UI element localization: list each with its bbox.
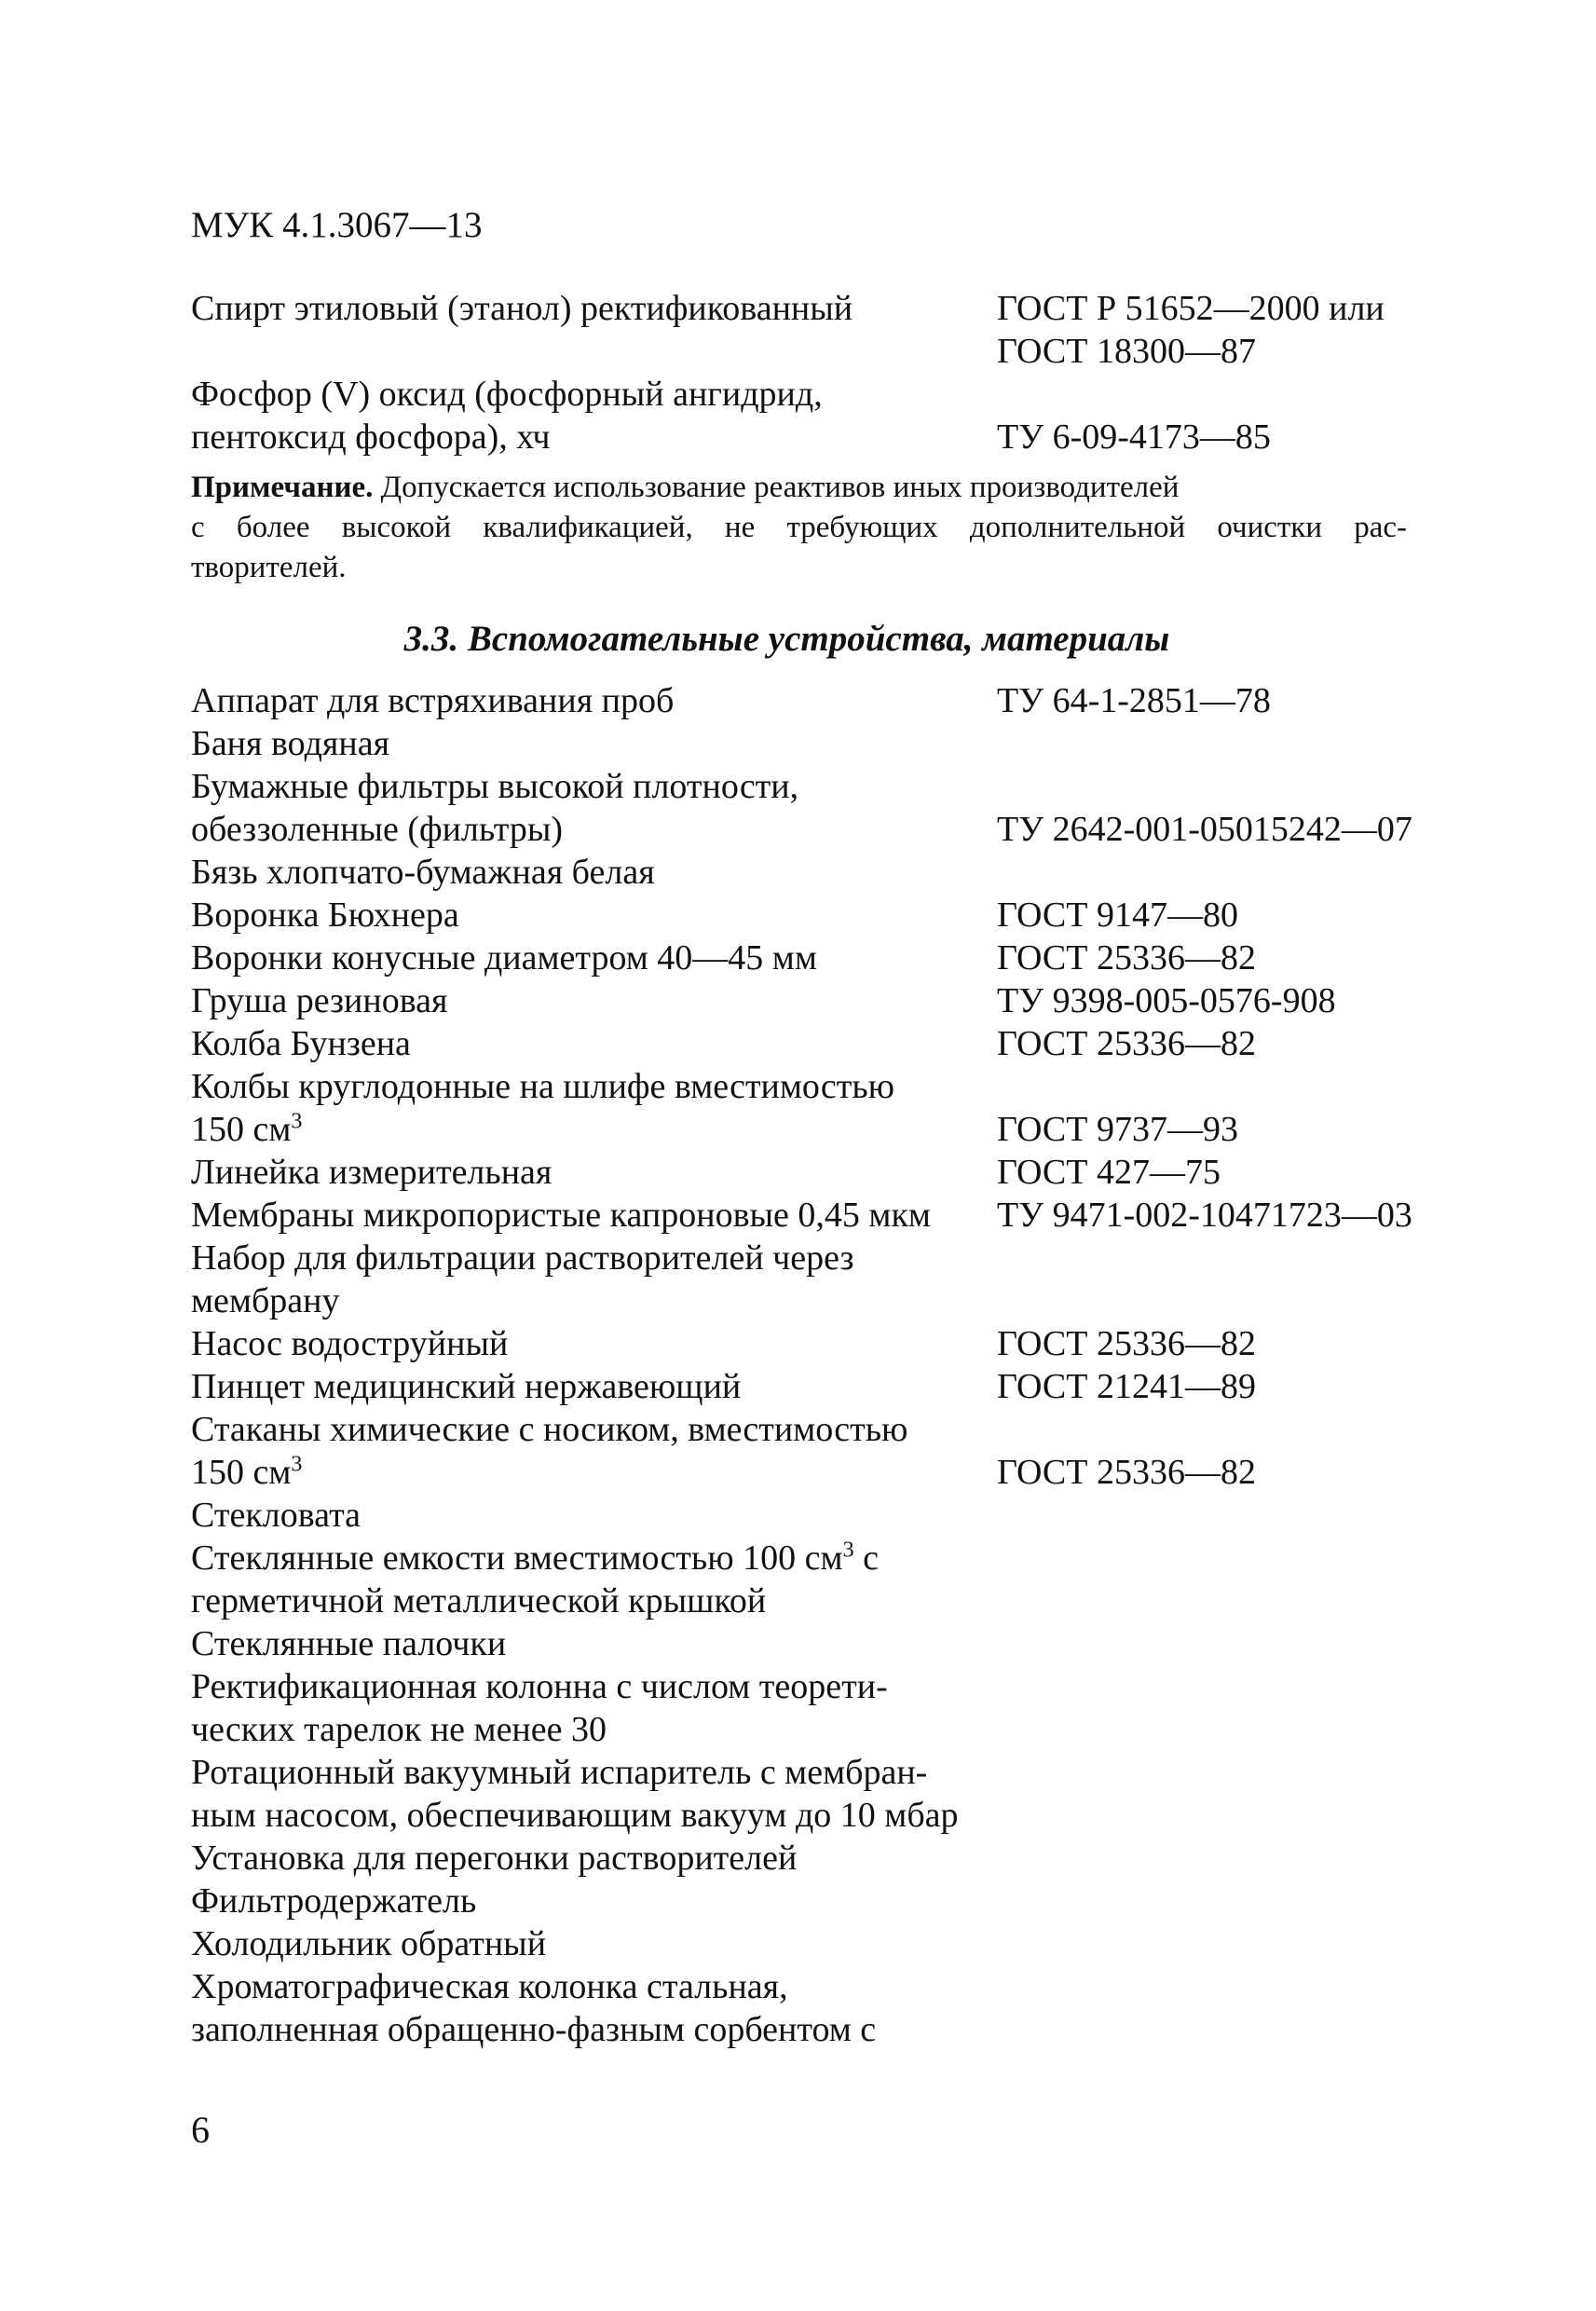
equipment-row xyxy=(191,1622,1495,1665)
unit-exponent: 3 xyxy=(291,1109,303,1134)
note-line-1 xyxy=(191,468,1407,508)
item-standard-ref: ГОСТ 9737—93 xyxy=(997,1110,1238,1149)
item-name-text: Фосфор (V) оксид (фосфорный ангидрид, xyxy=(191,375,823,414)
item-name xyxy=(191,373,823,416)
reagents-row xyxy=(191,416,1495,458)
item-name xyxy=(191,937,817,979)
reagents-row xyxy=(191,330,1495,373)
equipment-row xyxy=(191,1365,1495,1408)
item-name-text: Стеклянные емкости вместимостью 100 см xyxy=(191,1538,843,1578)
item-name-text: ным насосом, обеспечивающим вакуум до 10 мбар xyxy=(191,1796,959,1835)
equipment-row xyxy=(191,1065,1495,1108)
item-name-text: Мембраны микропористые капроновые 0,45 мкм xyxy=(191,1196,931,1235)
equipment-row xyxy=(191,1022,1495,1065)
equipment-row xyxy=(191,1537,1495,1579)
note-line-1-text: Допускается использование реактивов иных производителей xyxy=(373,471,1180,504)
item-name xyxy=(191,851,655,894)
item-name xyxy=(191,1665,888,1708)
item-name-text: Бязь хлопчато-бумажная белая xyxy=(191,853,655,892)
equipment-row xyxy=(191,1494,1495,1537)
item-name-text: Воронки конусные диаметром 40—45 мм xyxy=(191,938,817,978)
item-name xyxy=(191,1922,546,1965)
item-name-text: Холодильник обратный xyxy=(191,1924,547,1963)
unit-exponent: 3 xyxy=(842,1538,854,1563)
equipment-row xyxy=(191,1837,1495,1880)
item-name-text: Установка для перегонки растворителей xyxy=(191,1839,798,1878)
item-name-text: мембрану xyxy=(191,1281,340,1320)
item-name-text: Линейка измерительная xyxy=(191,1153,552,1192)
note-line-3: творителей. xyxy=(191,551,347,584)
item-standard-ref: ТУ 9471-002-10471723—03 xyxy=(997,1196,1412,1235)
item-name-text: Воронка Бюхнера xyxy=(191,896,459,935)
reagents-row xyxy=(191,373,1495,416)
note-paragraph xyxy=(191,468,1407,588)
item-name xyxy=(191,1537,879,1579)
item-name xyxy=(191,722,389,765)
item-name xyxy=(191,1837,797,1880)
equipment-row xyxy=(191,851,1495,894)
item-standard-ref: ГОСТ 21241—89 xyxy=(997,1367,1256,1406)
item-name-text: Баня водяная xyxy=(191,724,390,763)
item-name xyxy=(191,1622,506,1665)
equipment-row xyxy=(191,765,1495,808)
equipment-row xyxy=(191,1794,1495,1837)
equipment-row xyxy=(191,1322,1495,1365)
item-name-text: ческих тарелок не менее 30 xyxy=(191,1710,607,1749)
item-name xyxy=(191,1708,607,1751)
equipment-row xyxy=(191,1151,1495,1194)
item-standard-ref: ГОСТ Р 51652—2000 или xyxy=(997,289,1385,328)
item-name xyxy=(191,2008,876,2051)
item-standard-ref: ГОСТ 25336—82 xyxy=(997,938,1256,978)
equipment-row xyxy=(191,1708,1495,1751)
item-standard-ref: ГОСТ 25336—82 xyxy=(997,1453,1256,1492)
item-name-text: Набор для фильтрации растворителей через xyxy=(191,1238,854,1278)
item-name xyxy=(191,1065,894,1108)
item-name-text: Колбы круглодонные на шлифе вместимостью xyxy=(191,1067,895,1106)
equipment-row xyxy=(191,1965,1495,2008)
item-standard-ref: ГОСТ 25336—82 xyxy=(997,1024,1256,1063)
item-name-text: Аппарат для встряхивания проб xyxy=(191,681,675,720)
item-name xyxy=(191,1579,766,1622)
item-name xyxy=(191,808,563,851)
equipment-row xyxy=(191,1922,1495,1965)
item-name-text: пентоксид фосфора), хч xyxy=(191,417,551,457)
item-name xyxy=(191,894,459,937)
item-name xyxy=(191,1322,508,1365)
equipment-row xyxy=(191,1751,1495,1794)
page-number: 6 xyxy=(191,2109,210,2151)
equipment-row xyxy=(191,1579,1495,1622)
item-name-text: Спирт этиловый (этанол) ректификованный xyxy=(191,289,853,328)
equipment-row xyxy=(191,937,1495,979)
item-name xyxy=(191,1237,853,1279)
item-standard-ref: ГОСТ 9147—80 xyxy=(997,896,1238,935)
equipment-row xyxy=(191,679,1495,722)
item-standard-ref: ГОСТ 427—75 xyxy=(997,1153,1221,1192)
item-name-text: Ректификационная колонна с числом теорети- xyxy=(191,1667,888,1706)
item-name xyxy=(191,1022,411,1065)
equipment-row xyxy=(191,2008,1495,2051)
item-name xyxy=(191,1494,361,1537)
item-name-text: 150 см xyxy=(191,1453,292,1492)
item-name-text: Фильтродержатель xyxy=(191,1881,477,1921)
item-name-text: заполненная обращенно-фазным сорбентом с xyxy=(191,2010,877,2049)
note-line-2: с более высокой квалификацией, не требующих дополнительной очистки рас- xyxy=(191,511,1407,544)
equipment-row xyxy=(191,1880,1495,1922)
item-name-text: Пинцет медицинский нержавеющий xyxy=(191,1367,742,1406)
item-name xyxy=(191,1365,741,1408)
section-title-text: 3.3. Вспомогательные устройства, материалы xyxy=(403,619,1170,659)
equipment-row xyxy=(191,1451,1495,1494)
item-name xyxy=(191,1451,302,1494)
equipment-list xyxy=(191,679,1495,2051)
document-header: МУК 4.1.3067—13 xyxy=(191,205,483,245)
item-name-text: Хроматографическая колонка стальная, xyxy=(191,1967,788,2006)
item-standard-ref: ТУ 64-1-2851—78 xyxy=(997,681,1271,720)
item-standard-ref: ТУ 9398-005-0576-908 xyxy=(997,981,1336,1020)
equipment-row xyxy=(191,722,1495,765)
note-label: Примечание. xyxy=(191,471,374,504)
item-name-text: Колба Бунзена xyxy=(191,1024,411,1063)
item-name-text: Ротационный вакуумный испаритель с мембран- xyxy=(191,1753,928,1792)
equipment-row xyxy=(191,1237,1495,1279)
section-title xyxy=(0,617,1596,662)
item-name-text: 150 см xyxy=(191,1110,292,1149)
item-name xyxy=(191,1965,788,2008)
equipment-row xyxy=(191,808,1495,851)
equipment-row xyxy=(191,1279,1495,1322)
equipment-row xyxy=(191,1408,1495,1451)
item-standard-ref: ТУ 2642-001-05015242—07 xyxy=(997,810,1412,849)
item-name-text: Груша резиновая xyxy=(191,981,448,1020)
item-name xyxy=(191,979,448,1022)
equipment-row xyxy=(191,894,1495,937)
item-name-text: обеззоленные (фильтры) xyxy=(191,810,564,849)
item-name xyxy=(191,1279,340,1322)
item-name xyxy=(191,765,798,808)
item-standard-ref: ТУ 6-09-4173—85 xyxy=(997,417,1271,457)
item-name-text: Насос водоструйный xyxy=(191,1324,509,1363)
item-name xyxy=(191,416,550,458)
item-name xyxy=(191,1151,552,1194)
equipment-row xyxy=(191,1108,1495,1151)
item-name xyxy=(191,287,853,330)
equipment-row xyxy=(191,1194,1495,1237)
equipment-row xyxy=(191,979,1495,1022)
item-name xyxy=(191,1408,907,1451)
equipment-row xyxy=(191,1665,1495,1708)
item-name xyxy=(191,1880,476,1922)
item-standard-ref: ГОСТ 18300—87 xyxy=(997,332,1256,371)
item-name xyxy=(191,1794,959,1837)
item-name xyxy=(191,1108,302,1151)
item-name xyxy=(191,1194,931,1237)
item-name-tail: с xyxy=(853,1538,879,1578)
item-standard-ref: ГОСТ 25336—82 xyxy=(997,1324,1256,1363)
item-name-text: Бумажные фильтры высокой плотности, xyxy=(191,767,799,806)
item-name-text: Стекловата xyxy=(191,1496,361,1535)
unit-exponent: 3 xyxy=(291,1452,303,1477)
item-name-text: герметичной металлической крышкой xyxy=(191,1581,767,1620)
reagents-row xyxy=(191,287,1495,330)
item-name-text: Стаканы химические с носиком, вместимостью xyxy=(191,1410,908,1449)
reagents-list xyxy=(191,287,1495,458)
item-name-text: Стеклянные палочки xyxy=(191,1624,507,1663)
item-name xyxy=(191,1751,927,1794)
item-name xyxy=(191,679,674,722)
